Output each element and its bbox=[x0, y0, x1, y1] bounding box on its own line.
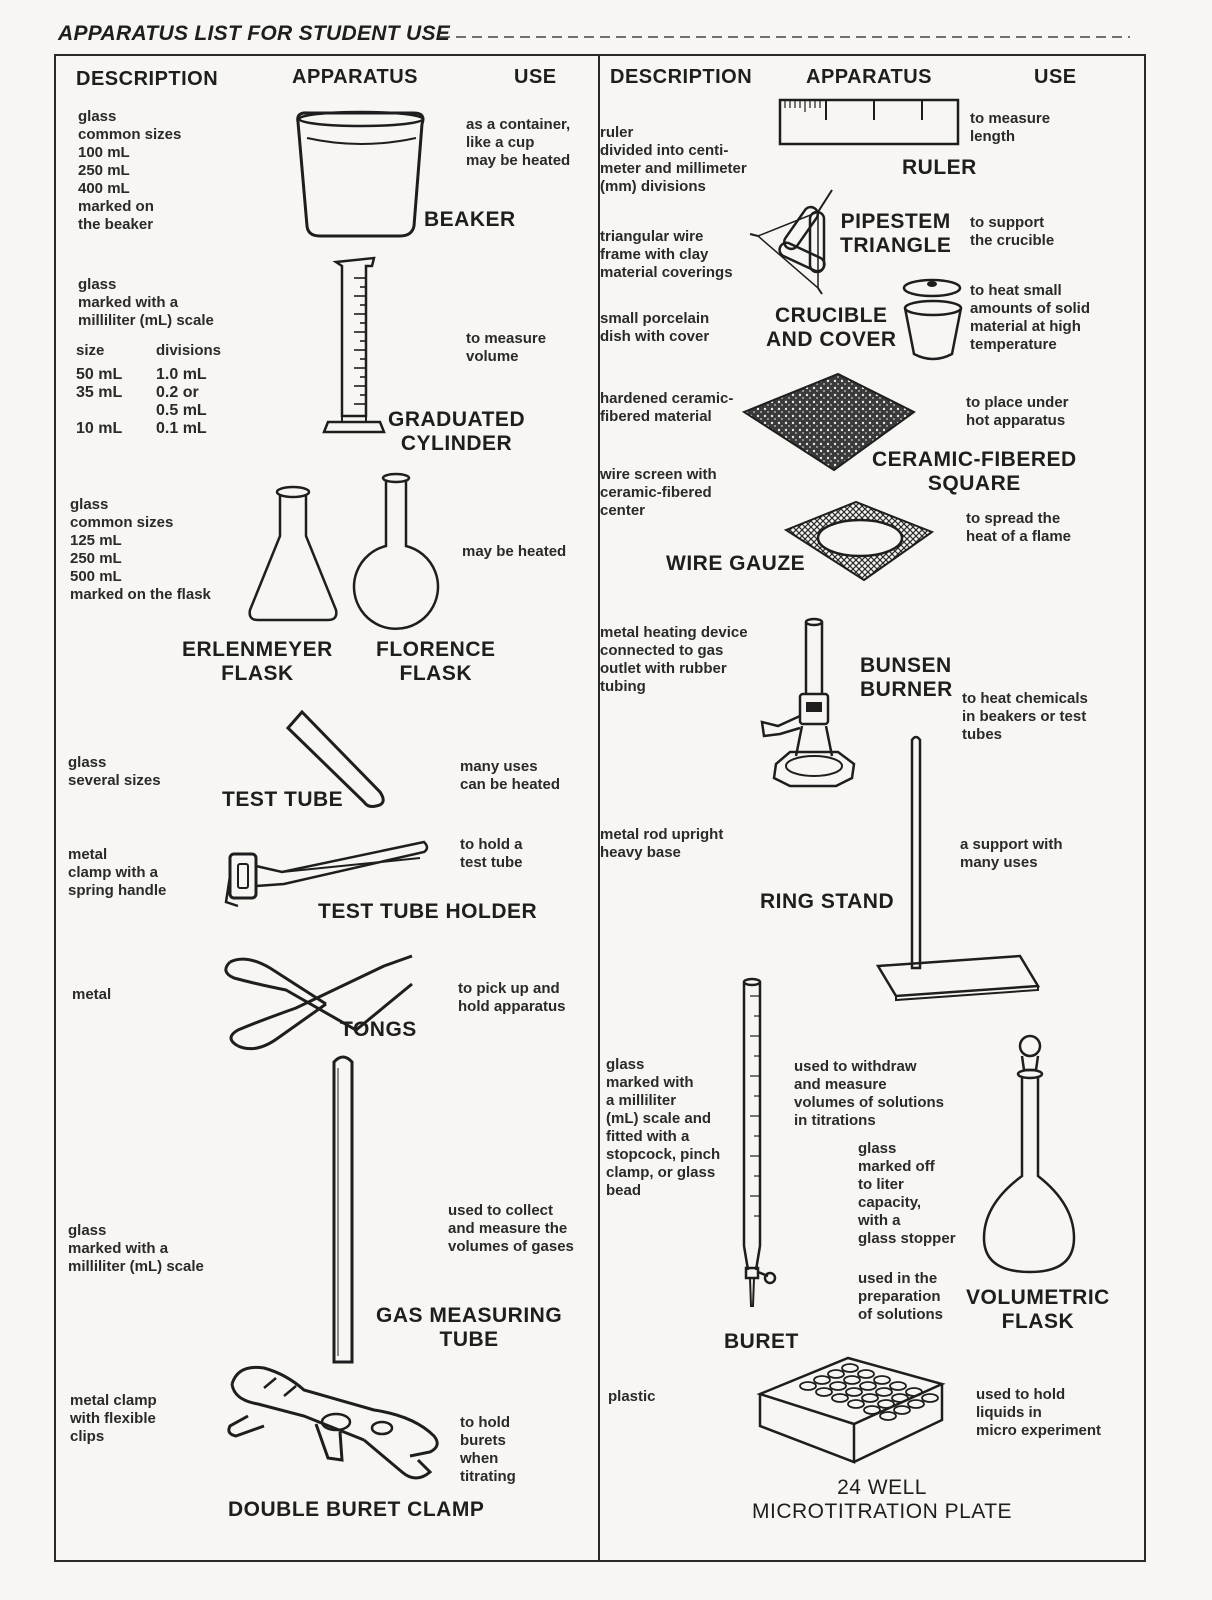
graduated-cylinder-use: to measure volume bbox=[466, 330, 547, 365]
page-title: APPARATUS LIST FOR STUDENT USE bbox=[58, 22, 451, 45]
buret-illustration bbox=[736, 976, 776, 1316]
microtitration-plate-description: plastic bbox=[608, 1388, 656, 1405]
ruler-illustration bbox=[778, 98, 960, 146]
test-tube-holder-label: TEST TUBE HOLDER bbox=[318, 900, 538, 923]
wire-gauze-label: WIRE GAUZE bbox=[666, 552, 806, 575]
beaker-illustration bbox=[294, 108, 428, 240]
cylinder-divisions: 1.0 mL 0.2 or 0.5 mL 0.1 mL bbox=[156, 366, 207, 437]
title-dashed-rule bbox=[440, 34, 1130, 40]
right-use-header: USE bbox=[1034, 66, 1077, 88]
crucible-use: to heat small amounts of solid material at high temperature bbox=[970, 282, 1090, 353]
buret-use: used to withdraw and measure volumes of solutions in titrations bbox=[794, 1058, 945, 1129]
florence-flask-label: FLORENCE FLASK bbox=[376, 638, 496, 685]
flask-description: glass common sizes 125 mL 250 mL 500 mL marked on the flask bbox=[70, 496, 211, 603]
wire-gauze-illustration bbox=[784, 500, 934, 582]
bunsen-burner-use: to heat chemicals in beakers or test tubes bbox=[962, 690, 1088, 743]
graduated-cylinder-description: glass marked with a milliliter (mL) scale bbox=[78, 276, 214, 329]
bunsen-burner-label: BUNSEN BURNER bbox=[860, 654, 953, 701]
double-buret-clamp-description: metal clamp with flexible clips bbox=[70, 1392, 157, 1445]
volumetric-flask-illustration bbox=[980, 1034, 1078, 1276]
ceramic-square-illustration bbox=[742, 372, 916, 472]
test-tube-holder-use: to hold a test tube bbox=[460, 836, 523, 871]
gas-measuring-tube-label: GAS MEASURING TUBE bbox=[376, 1304, 563, 1351]
graduated-cylinder-label: GRADUATED CYLINDER bbox=[388, 408, 526, 455]
buret-label: BURET bbox=[724, 1330, 799, 1353]
ceramic-square-description: hardened ceramic- fibered material bbox=[600, 390, 734, 425]
volumetric-flask-use: used in the preparation of solutions bbox=[858, 1270, 943, 1323]
graduated-cylinder-illustration bbox=[322, 254, 388, 438]
pipestem-triangle-use: to support the crucible bbox=[970, 214, 1055, 249]
double-buret-clamp-use: to hold burets when titrating bbox=[460, 1414, 516, 1485]
left-description-header: DESCRIPTION bbox=[76, 68, 219, 90]
test-tube-use: many uses can be heated bbox=[460, 758, 561, 793]
divisions-header: divisions bbox=[156, 342, 222, 359]
gas-measuring-tube-description: glass marked with a milliliter (mL) scale bbox=[68, 1222, 204, 1275]
beaker-description: glass common sizes 100 mL 250 mL 400 mL marked on the beaker bbox=[78, 108, 182, 233]
wire-gauze-use: to spread the heat of a flame bbox=[966, 510, 1072, 545]
ruler-use: to measure length bbox=[970, 110, 1051, 145]
florence-flask-illustration bbox=[350, 470, 442, 632]
left-apparatus-header: APPARATUS bbox=[292, 66, 418, 88]
tongs-illustration bbox=[216, 950, 418, 1058]
tongs-description: metal bbox=[72, 986, 112, 1003]
ceramic-square-use: to place under hot apparatus bbox=[966, 394, 1069, 429]
beaker-label: BEAKER bbox=[424, 208, 516, 231]
wire-gauze-description: wire screen with ceramic-fibered center bbox=[600, 466, 717, 519]
gas-measuring-tube-illustration bbox=[328, 1052, 358, 1368]
ring-stand-use: a support with many uses bbox=[960, 836, 1063, 871]
ring-stand-label: RING STAND bbox=[760, 890, 895, 913]
ceramic-square-label: CERAMIC-FIBERED SQUARE bbox=[872, 448, 1077, 495]
right-description-header: DESCRIPTION bbox=[610, 66, 753, 88]
gas-measuring-tube-use: used to collect and measure the volumes of gases bbox=[448, 1202, 574, 1255]
ring-stand-description: metal rod upright heavy base bbox=[600, 826, 724, 861]
double-buret-clamp-illustration bbox=[224, 1360, 446, 1488]
size-header: size bbox=[76, 342, 105, 359]
tongs-label: TONGS bbox=[340, 1018, 417, 1041]
bunsen-burner-illustration bbox=[756, 616, 864, 790]
pipestem-triangle-label: PIPESTEM TRIANGLE bbox=[840, 210, 952, 257]
microtitration-plate-label: 24 WELL MICROTITRATION PLATE bbox=[752, 1476, 1013, 1523]
volumetric-flask-description: glass marked off to liter capacity, with a glass stopper bbox=[858, 1140, 956, 1247]
erlenmeyer-flask-label: ERLENMEYER FLASK bbox=[182, 638, 333, 685]
right-apparatus-header: APPARATUS bbox=[806, 66, 932, 88]
microtitration-plate-illustration bbox=[758, 1356, 944, 1466]
test-tube-illustration bbox=[282, 706, 388, 810]
pipestem-triangle-illustration bbox=[748, 184, 844, 296]
cylinder-sizes: 50 mL 35 mL 10 mL bbox=[76, 366, 123, 437]
buret-description: glass marked with a milliliter (mL) scale and fitted with a stopcock, pinch clamp, or glass bead bbox=[606, 1056, 721, 1199]
test-tube-holder-description: metal clamp with a spring handle bbox=[68, 846, 167, 899]
crucible-illustration bbox=[900, 278, 966, 364]
ruler-description: ruler divided into centi- meter and millimeter (mm) divisions bbox=[600, 124, 747, 195]
flask-use: may be heated bbox=[462, 543, 567, 560]
double-buret-clamp-label: DOUBLE BURET CLAMP bbox=[228, 1498, 485, 1521]
test-tube-description: glass several sizes bbox=[68, 754, 161, 789]
crucible-label: CRUCIBLE AND COVER bbox=[766, 304, 897, 351]
test-tube-holder-illustration bbox=[224, 836, 430, 912]
bunsen-burner-description: metal heating device connected to gas outlet with rubber tubing bbox=[600, 624, 748, 695]
left-use-header: USE bbox=[514, 66, 557, 88]
tongs-use: to pick up and hold apparatus bbox=[458, 980, 566, 1015]
pipestem-triangle-description: triangular wire frame with clay material coverings bbox=[600, 228, 733, 281]
erlenmeyer-flask-illustration bbox=[246, 484, 340, 626]
beaker-use: as a container, like a cup may be heated bbox=[466, 116, 571, 169]
test-tube-label: TEST TUBE bbox=[222, 788, 344, 811]
ruler-label: RULER bbox=[902, 156, 977, 179]
volumetric-flask-label: VOLUMETRIC FLASK bbox=[966, 1286, 1110, 1333]
ring-stand-illustration bbox=[874, 732, 1042, 1002]
microtitration-plate-use: used to hold liquids in micro experiment bbox=[976, 1386, 1102, 1439]
crucible-description: small porcelain dish with cover bbox=[600, 310, 710, 345]
